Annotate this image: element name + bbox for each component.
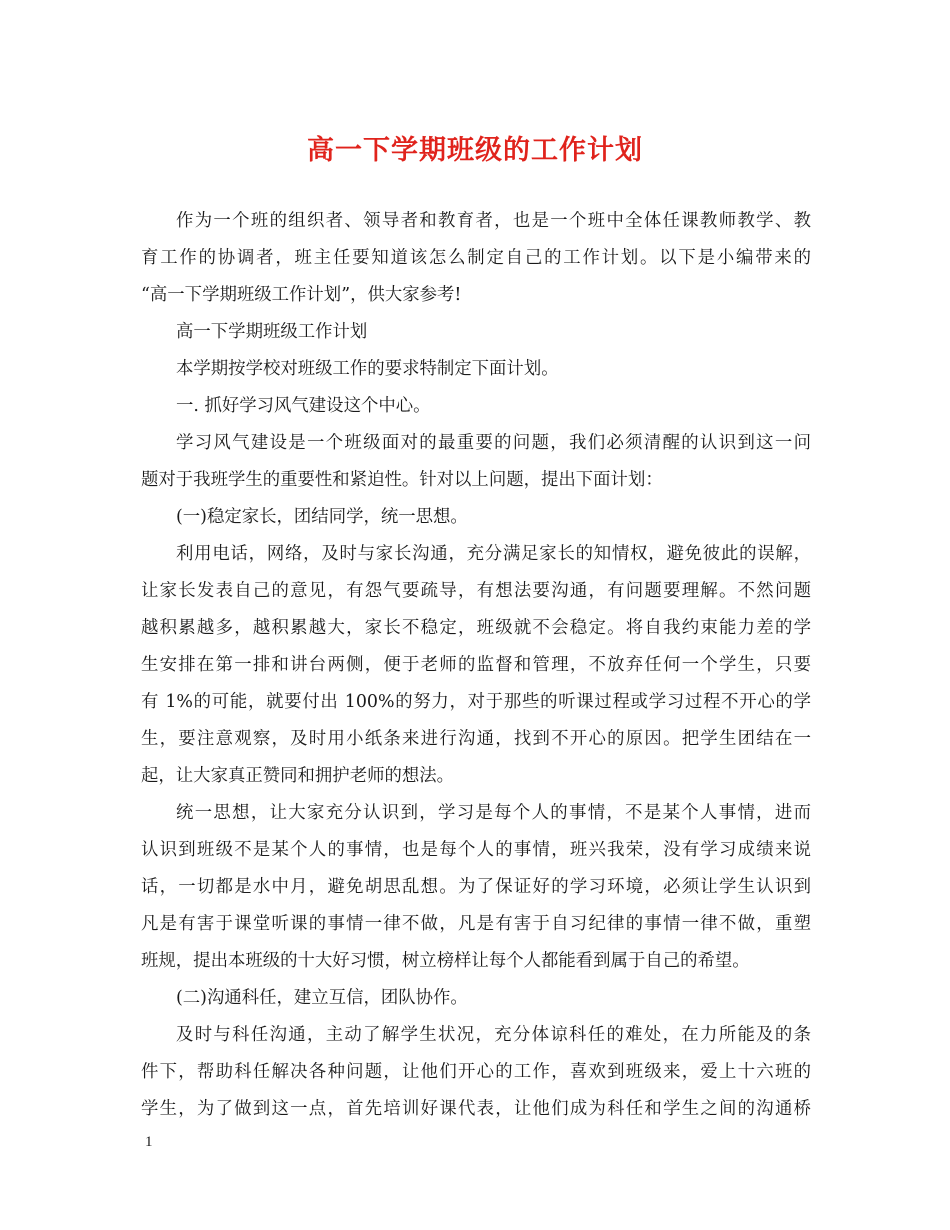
page-number: 1 [145,1134,153,1150]
text-line: (二)沟通科任，建立互信，团队协作。 [176,988,468,1008]
text-line: “高一下学期班级工作计划”，供大家参考! [141,285,462,305]
text-line: (一)稳定家长，团结同学，统一思想。 [176,507,468,527]
document-body [141,203,811,1128]
text-line: 一. 抓好学习风气建设这个中心。 [176,396,431,416]
text-line: 生安排在第一排和讲台两侧，便于老师的监督和管理，不放弃任何一个学生，只要 [141,655,811,675]
text-line: 认识到班级不是某个人的事情，也是每个人的事情，班兴我荣，没有学习成绩来说 [141,840,811,860]
text-line: 让家长发表自己的意见，有怨气要疏导，有想法要沟通，有问题要理解。不然问题 [141,581,811,601]
text-line: 越积累越多，越积累越大，家长不稳定，班级就不会稳定。将自我约束能力差的学 [141,618,811,638]
page-title: 高一下学期班级的工作计划 [307,135,643,166]
text-line: 及时与科任沟通，主动了解学生状况，充分体谅科任的难处，在力所能及的条 [176,1025,811,1045]
text-line: 生，要注意观察，及时用小纸条来进行沟通，找到不开心的原因。把学生团结在一 [141,729,811,749]
text-line: 件下，帮助科任解决各种问题，让他们开心的工作，喜欢到班级来，爱上十六班的 [141,1062,811,1082]
text-line: 利用电话，网络，及时与家长沟通，充分满足家长的知情权，避免彼此的误解， [176,544,811,564]
text-line: 学习风气建设是一个班级面对的最重要的问题，我们必须清醒的认识到这一问 [176,433,811,453]
text-line: 班规，提出本班级的十大好习惯，树立榜样让每个人都能看到属于自己的希望。 [141,951,750,971]
text-line: 凡是有害于课堂听课的事情一律不做，凡是有害于自习纪律的事情一律不做，重塑 [141,914,811,934]
text-line: 有 1%的可能，就要付出 100%的努力，对于那些的听课过程或学习过程不开心的学 [141,692,811,712]
text-line: 育工作的协调者，班主任要知道该怎么制定自己的工作计划。以下是小编带来的 [141,248,811,268]
text-line: 题对于我班学生的重要性和紧迫性。针对以上问题，提出下面计划： [141,470,663,490]
text-line: 起，让大家真正赞同和拥护老师的想法。 [141,766,455,786]
text-line: 本学期按学校对班级工作的要求特制定下面计划。 [176,359,559,379]
text-line: 话，一切都是水中月，避免胡思乱想。为了保证好的学习环境，必须让学生认识到 [141,877,811,897]
text-line: 高一下学期班级工作计划 [176,322,368,342]
text-line: 作为一个班的组织者、领导者和教育者，也是一个班中全体任课教师教学、教 [176,211,811,231]
text-line: 学生，为了做到这一点，首先培训好课代表，让他们成为科任和学生之间的沟通桥 [141,1099,811,1119]
text-line: 统一思想，让大家充分认识到，学习是每个人的事情，不是某个人事情，进而 [176,803,811,823]
